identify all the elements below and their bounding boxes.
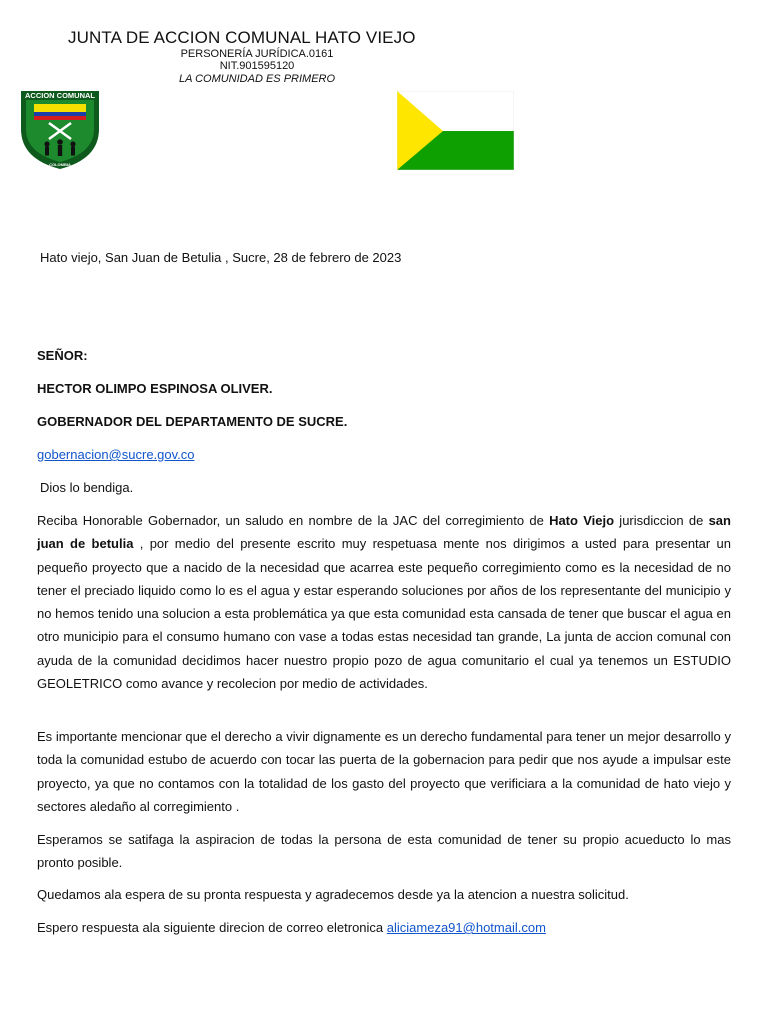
body-paragraph-3: Esperamos se satifaga la aspiracion de todas la persona de esta comunidad de tener su propio acueducto lo mas pronto posible. bbox=[37, 832, 731, 871]
place-and-date: Hato viejo, San Juan de Betulia , Sucre, 28 de febrero de 2023 bbox=[40, 250, 402, 265]
accion-comunal-emblem-icon bbox=[19, 89, 101, 171]
motto: LA COMUNIDAD ES PRIMERO bbox=[178, 73, 336, 85]
recipient-name: HECTOR OLIMPO ESPINOSA OLIVER. bbox=[37, 381, 273, 396]
p1-text-b: jurisdiccion de bbox=[614, 513, 709, 528]
body-paragraph-1 bbox=[37, 509, 731, 695]
p1-bold-san-juan: san juan de betulia bbox=[37, 513, 731, 552]
p1-text-a: Reciba Honorable Gobernador, un saludo en nombre de la JAC del corregimiento de bbox=[37, 513, 550, 528]
p1-text-c: , por medio del presente escrito muy respetuasa mente nos dirigimos a usted para presentar un pequeño proyecto que a nacido de la necesidad que acarrea este pequeño corregimiento como es la necesidad de no tener el preciado liquido como lo es el agua y estar esperando soluciones por años de los representante del municipio y no hemos tenido una solucion a esta problemática ya que esta comunidad esta cansada de tener que buscar el agua en otro municipio para el consumo humano con vase a todas estas necesidad tan grande, La junta de accion comunal con ayuda de la comunidad decidimos hacer nuestro propio pozo de agua comunitario el cual ya tenemos un ESTUDIO GEOLETRICO como avance y recolecion por medio de actividades. bbox=[37, 536, 731, 692]
p5-text: Espero respuesta ala siguiente direcion de correo eletronica bbox=[37, 920, 387, 935]
tax-id: NIT.901595120 bbox=[219, 60, 295, 72]
body-paragraph-4: Quedamos ala espera de su pronta respuesta y agradecemos desde ya la atencion a nuestra solicitud. bbox=[37, 887, 629, 902]
recipient-title: GOBERNADOR DEL DEPARTAMENTO DE SUCRE. bbox=[37, 414, 348, 429]
org-title: JUNTA DE ACCION COMUNAL HATO VIEJO bbox=[68, 28, 416, 47]
recipient-email-link[interactable]: gobernacion@sucre.gov.co bbox=[37, 447, 195, 462]
legal-registration: PERSONERÍA JURÍDICA.0161 bbox=[180, 48, 334, 60]
reply-email-link[interactable]: aliciameza91@hotmail.com bbox=[386, 920, 546, 935]
salutation: SEÑOR: bbox=[37, 348, 88, 363]
p1-bold-hato-viejo: Hato Viejo bbox=[549, 513, 615, 528]
emblem-ring-text: COLOMBIA bbox=[49, 162, 71, 167]
community-flag-icon bbox=[397, 91, 514, 170]
body-paragraph-5 bbox=[37, 916, 731, 939]
body-paragraph-2: Es importante mencionar que el derecho a vivir dignamente es un derecho fundamental para tener un mejor desarrollo y toda la comunidad estubo de acuerdo con tocar las puerta de la gobernacion para pedir que nos ayude a impulsar este proyecto, ya que no contamos con la totalidad de los gasto del proyecto que verificiara a la comunidad de hato viejo y sectores aledaño al corregimiento . bbox=[37, 729, 731, 814]
greeting: Dios lo bendiga. bbox=[40, 480, 134, 495]
emblem-top-text: ACCION COMUNAL bbox=[25, 93, 96, 100]
